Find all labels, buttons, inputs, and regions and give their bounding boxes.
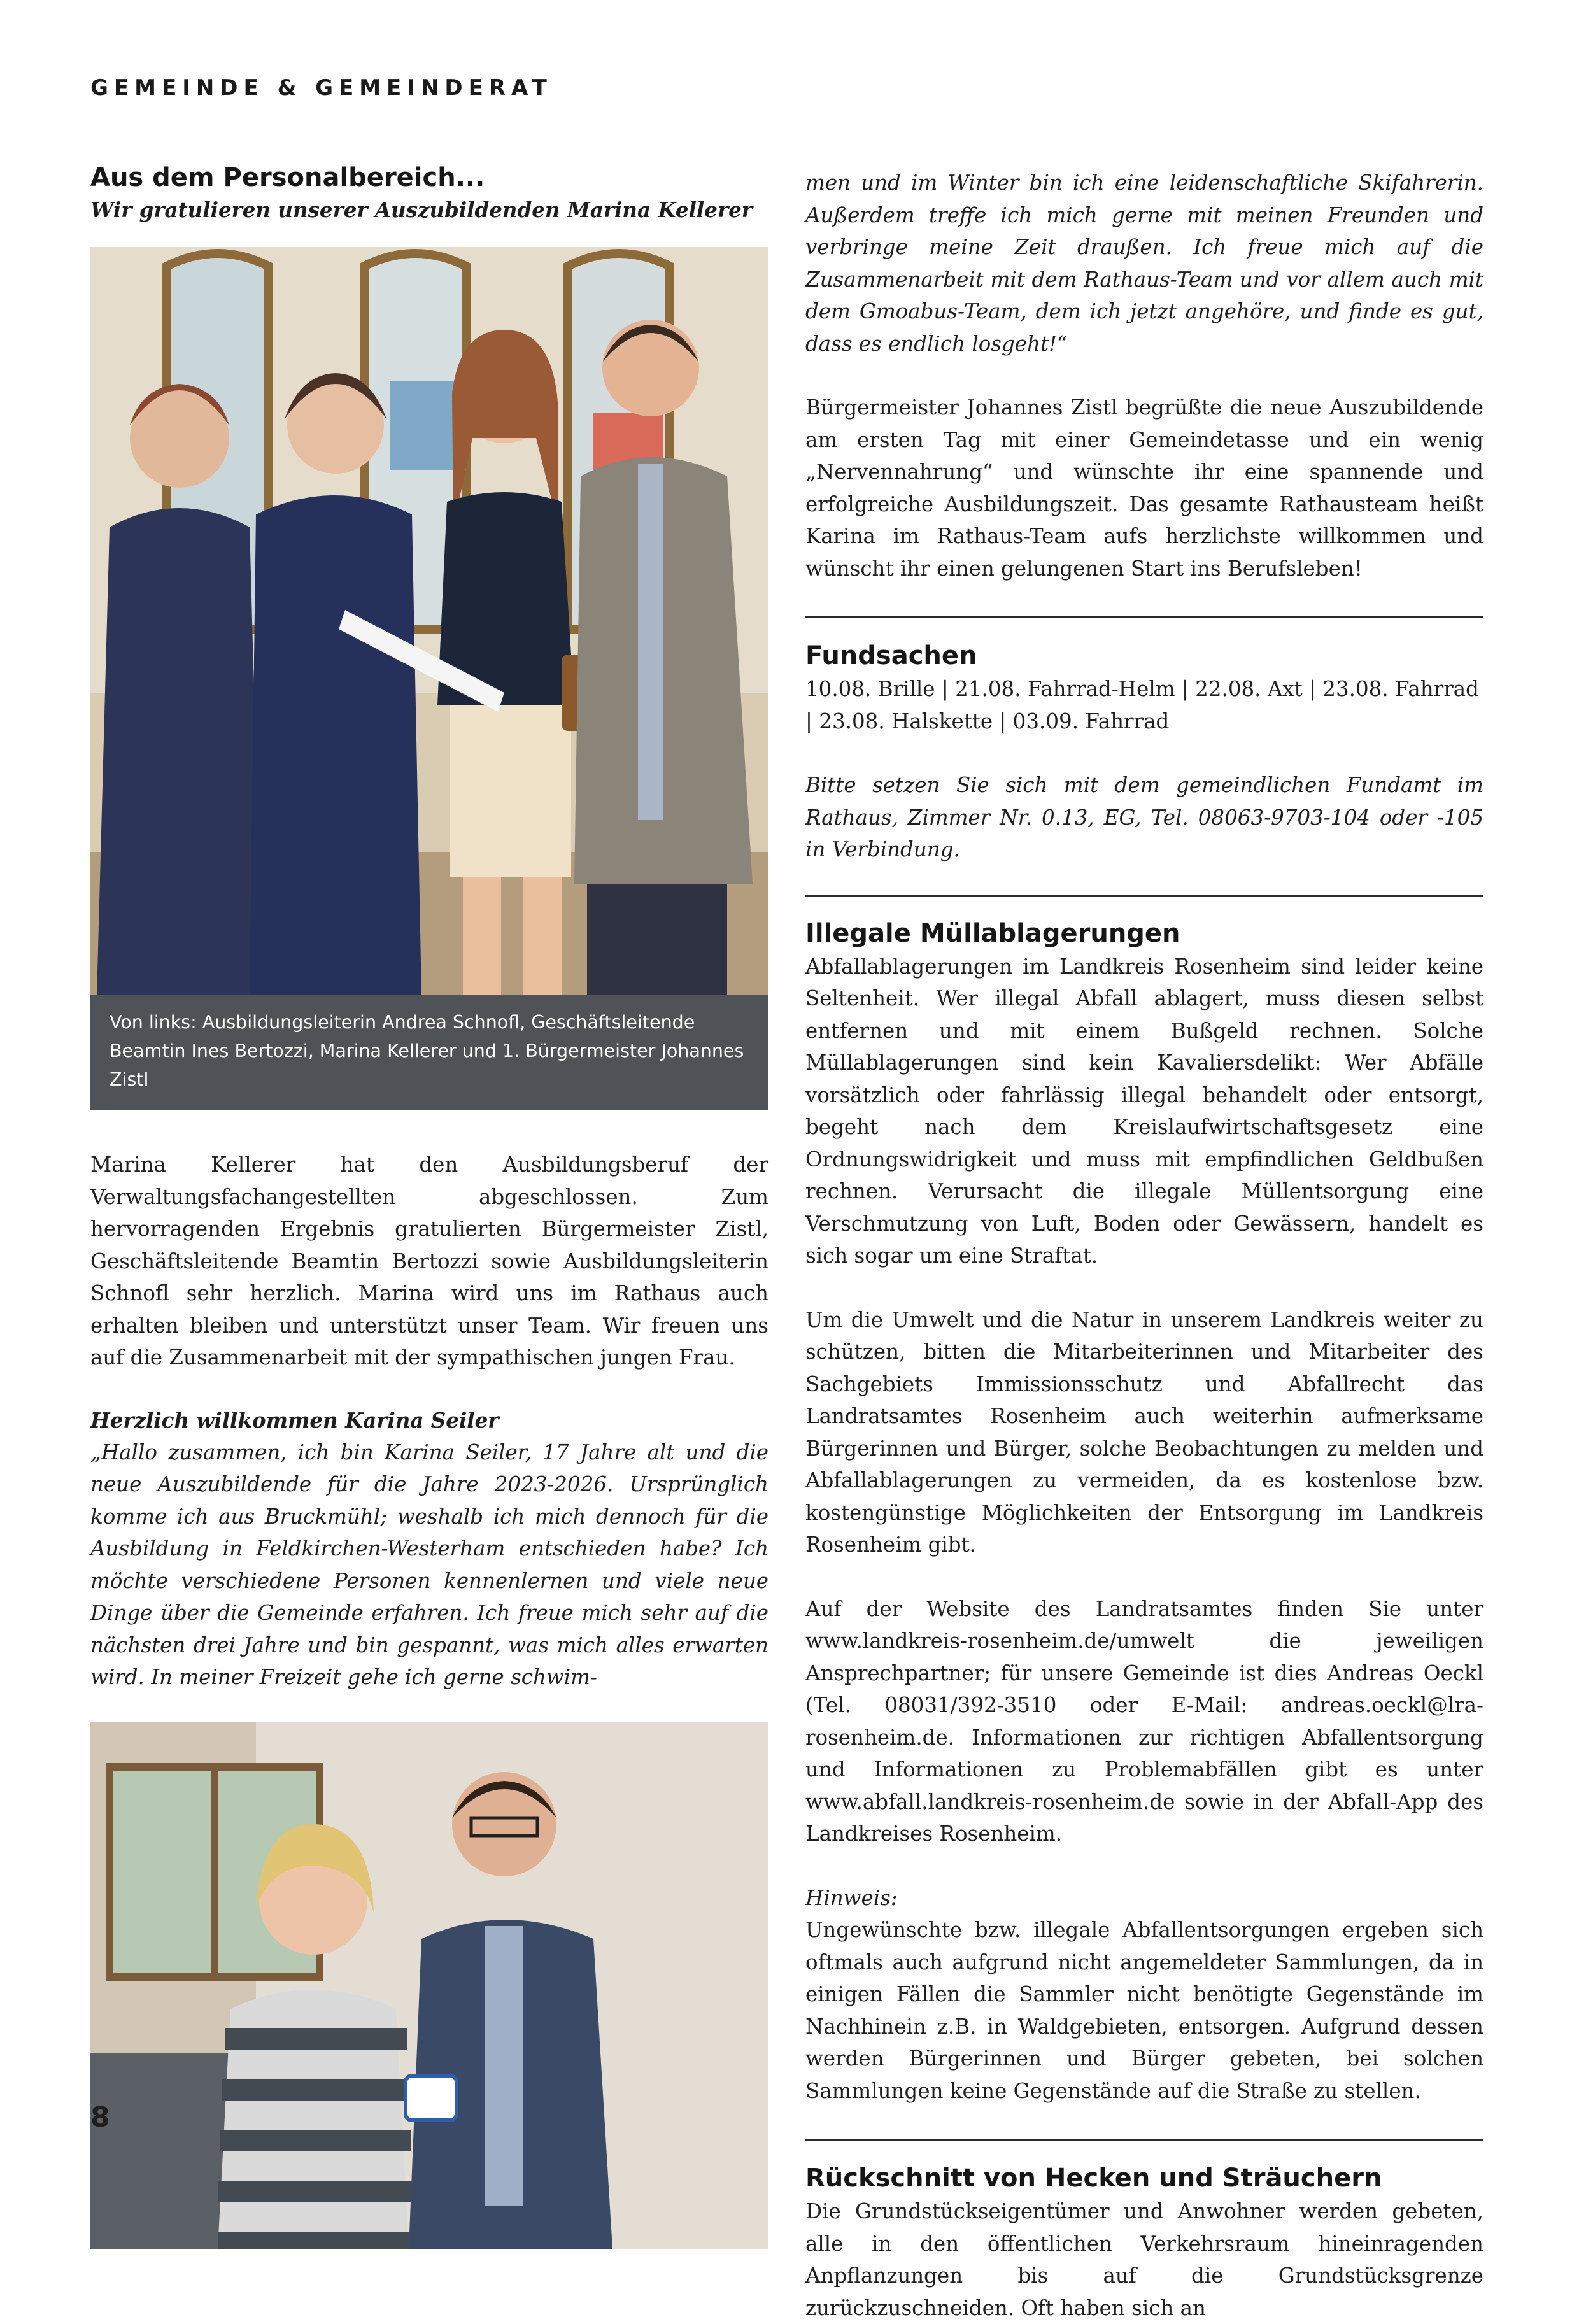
page-number: 8 bbox=[90, 2101, 110, 2134]
divider bbox=[805, 895, 1483, 897]
welcome-paragraph: Bürgermeister Johannes Zistl begrüßte die neue Auszubildende am ersten Tag mit einer Gemeindetasse und ein wenig „Nervennahrung“ und wünschte ihr eine spannende und erfolgreiche Ausbildungszeit. Das gesamte Rathausteam heißt Karina im Rathaus-Team aufs herzlichste willkommen und wünscht ihr einen gelungenen Start ins Berufsleben! bbox=[805, 395, 1483, 581]
fundsachen-note: Bitte setzen Sie sich mit dem gemeindlichen Fundamt im Rathaus, Zimmer Nr. 0.13, EG, Tel. 08063-9703-104 oder -105 in Verbindung. bbox=[805, 773, 1483, 861]
article-title: Aus dem Personalbereich... bbox=[90, 163, 485, 192]
group-photo-illustration bbox=[90, 247, 768, 995]
hecken-paragraph: Die Grundstückseigentümer und Anwohner werden gebeten, alle in den öffentlichen Verkehrsraum hineinragenden Anpflanzungen bis auf die Grundstücksgrenze zurückzuschneiden. Oft haben sich an bbox=[805, 2199, 1483, 2320]
marina-paragraph: Marina Kellerer hat den Ausbildungsberuf der Verwaltungsfachangestellten abgeschlossen. Zum hervorragenden Ergebnis gratulierten Bürgermeister Zistl, Geschäftsleitende Beamtin Bertozzi sowie Ausbildungsleiterin Schnofl sehr herzlich. Marina wird uns im Rathaus auch erhalten bleiben und unterstützt unser Team. Wir freuen uns auf die Zusammenarbeit mit der sympathischen jungen Frau. bbox=[90, 1152, 768, 1370]
fundsachen-list: 10.08. Brille | 21.08. Fahrrad-Helm | 22.08. Axt | 23.08. Fahrrad | 23.08. Halskette | 03.09. Fahrrad bbox=[805, 677, 1479, 733]
welcome-heading: Herzlich willkommen Karina Seiler bbox=[90, 1407, 499, 1433]
welcome-quote: „Hallo zusammen, ich bin Karina Seiler, 17 Jahre alt und die neue Auszubildende für die Jahre 2023-2026. Ursprünglich komme ich aus Bruckmühl; weshalb ich mich dennoch für die Ausbildung in Feldkirchen-Westerham entschieden habe? Ich möchte verschiedene Personen kennenlernen und viele neue Dinge über die Gemeinde erfahren. Ich freue mich sehr auf die nächsten drei Jahre und bin gespannt, was mich alles erwarten wird. In meiner Freizeit gehe ich gerne schwim- bbox=[90, 1440, 768, 1689]
welcome-photo-illustration bbox=[90, 1722, 768, 2249]
right-column bbox=[805, 162, 1483, 2324]
hinweis-label: Hinweis: bbox=[805, 1885, 898, 1910]
muell-title: Illegale Müllablagerungen bbox=[805, 918, 1180, 948]
welcome-photo bbox=[90, 1722, 768, 2249]
quote-continuation: men und im Winter bin ich eine leidenschaftliche Skifahrerin. Außerdem treffe ich mich gerne mit meinen Freunden und verbringe meine Zeit draußen. Ich freue mich auf die Zusammenarbeit mit dem Rathaus-Team und vor allem auch mit dem Gmoabus-Team, dem ich jetzt angehöre, und finde es gut, dass es endlich losgeht!“ bbox=[805, 171, 1483, 356]
muell-paragraph-1: Abfallablagerungen im Landkreis Rosenheim sind leider keine Seltenheit. Wer illegal Abfall ablagert, muss diesen selbst entfernen und mit einem Bußgeld rechnen. Solche Müllablagerungen sind kein Kavaliersdelikt: Wer Abfälle vorsätzlich oder fahrlässig illegal behandelt oder entsorgt, begeht nach dem Kreislaufwirtschaftsgesetz eine Ordnungswidrigkeit und muss mit empfindlichen Geldbußen rechnen. Verursacht die illegale Müllentsorgung eine Verschmutzung von Luft, Boden oder Gewässern, handelt es sich sogar um eine Straftat. bbox=[805, 954, 1483, 1268]
group-photo bbox=[90, 247, 768, 995]
divider bbox=[805, 2139, 1483, 2141]
article-subtitle: Wir gratulieren unserer Auszubildenden Marina Kellerer bbox=[90, 197, 753, 222]
section-header: GEMEINDE & GEMEINDERAT bbox=[90, 75, 553, 101]
hinweis-text: Ungewünschte bzw. illegale Abfallentsorgungen ergeben sich oftmals auch aufgrund nicht angemeldeter Sammlungen, da in einigen Fällen die Sammler nicht benötigte Gegenstände im Nachhinein z.B. in Waldgebieten, entsorgen. Aufgrund dessen werden Bürgerinnen und Bürger gebeten, bei solchen Sammlungen keine Gegenstände auf die Straße zu stellen. bbox=[805, 1918, 1483, 2103]
left-column bbox=[90, 162, 768, 2249]
fundsachen-title: Fundsachen bbox=[805, 641, 977, 670]
hecken-title: Rückschnitt von Hecken und Sträuchern bbox=[805, 2164, 1382, 2193]
divider bbox=[805, 616, 1483, 618]
muell-paragraph-2: Um die Umwelt und die Natur in unserem Landkreis weiter zu schützen, bitten die Mitarbeiterinnen und Mitarbeiter des Sachgebiets Immissionsschutz und Abfallrecht das Landratsamtes Rosenheim auch weiterhin aufmerksame Bürgerinnen und Bürger, solche Beobachtungen zu melden und Abfallablagerungen zu vermeiden, da es kostenlose bzw. kostengünstige Möglichkeiten der Entsorgung im Landkreis Rosenheim gibt. bbox=[805, 1307, 1483, 1557]
photo-caption: Von links: Ausbildungsleiterin Andrea Schnofl, Geschäftsleitende Beamtin Ines Bertozzi, Marina Kellerer und 1. Bürgermeister Johannes Zistl bbox=[90, 995, 768, 1110]
muell-paragraph-3: Auf der Website des Landratsamtes finden Sie unter www.landkreis-rosenheim.de/umwelt die jeweiligen Ansprechpartner; für unsere Gemeinde ist dies Andreas Oeckl (Tel. 08031/392-3510 oder E-Mail: andreas.oeckl@lra-rosenheim.de. Informationen zur richtigen Abfallentsorgung und Informationen zu Problemabfällen gibt es unter www.abfall.landkreis-rosenheim.de sowie in der Abfall-App des Landkreises Rosenheim. bbox=[805, 1596, 1483, 1846]
